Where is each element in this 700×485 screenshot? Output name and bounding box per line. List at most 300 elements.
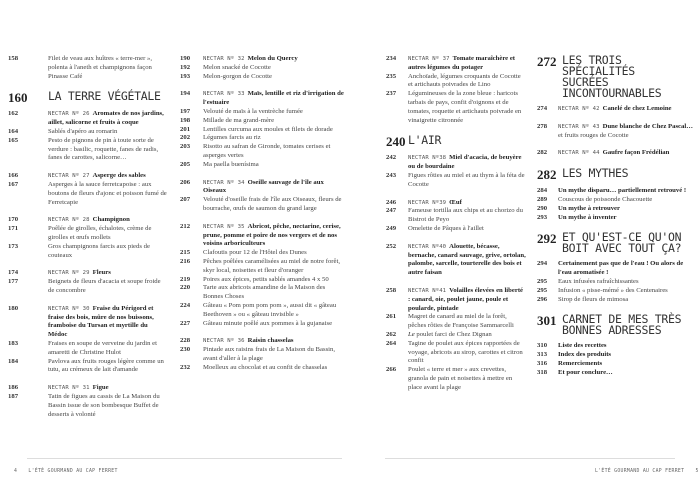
section-page-number: 292 [537, 231, 557, 247]
entry-text [203, 302, 345, 320]
entry-text [48, 269, 168, 278]
entry-text [48, 305, 168, 340]
entry-page-number: 235 [386, 72, 397, 80]
entry-description: Couscous de poissonde Chacouette [558, 195, 653, 203]
entry-text [408, 55, 526, 73]
entry-page-number: 274 [537, 105, 548, 112]
entry-page-number: 192 [180, 63, 191, 71]
entry-title: Et pour conclure… [558, 368, 613, 376]
entry-text [203, 73, 345, 82]
toc-entry[interactable] [537, 278, 695, 287]
entry-description: Infusion « pisse-mémé » des Centenaires [558, 286, 668, 294]
entry-description: Melon-gorgon de Cocotte [203, 72, 272, 80]
entry-description: Velouté d'oseille frais de l'île aux Oiseaux, fleurs de bourrache, œufs de saumon du grand large [203, 196, 342, 212]
entry-page-number: 289 [537, 195, 548, 203]
entry-title: Fleurs [92, 269, 111, 277]
toc-entry[interactable] [180, 108, 345, 117]
entry-title: Abricot, pêche, nectarine, cerise, prune, pomme et poire de nos vergers et de nos voisins arboriculteurs [203, 222, 341, 248]
entry-description: Omelette de Pâques à l'aillet [408, 224, 484, 232]
entry-page-number: 193 [180, 72, 191, 80]
entry-description: Ma paella buenísima [203, 160, 259, 168]
toc-entry[interactable] [180, 179, 345, 197]
entry-text [203, 249, 345, 258]
section-heading [8, 91, 168, 104]
entry-text [558, 187, 695, 196]
entry-text [558, 278, 695, 287]
entry-title: Dune blanche de Chez Pascal… [602, 122, 693, 130]
entry-page-number: 215 [180, 249, 191, 257]
entry-text [558, 205, 695, 214]
toc-group [386, 287, 526, 393]
toc-entry[interactable] [537, 260, 695, 278]
entry-page-number: 167 [8, 180, 19, 188]
entry-title: Alouette, bécasse, bernache, canard sauvage, grive, ortolan, palombe, sarcelle, tourterelle des bois et autre faisan [408, 242, 526, 277]
toc-group [8, 110, 168, 163]
entry-page-number: 164 [8, 127, 19, 135]
entry-description: Lentilles curcuma aux moules et filets de dorade [203, 125, 333, 133]
entry-text [48, 216, 168, 225]
section-title: L'AIR [408, 133, 442, 148]
toc-group [180, 90, 345, 169]
toc-group [180, 179, 345, 214]
entry-page-number: 242 [386, 154, 397, 162]
entry-description: Poêlée de girolles, échalotes, crème de girolles et œufs mollets [48, 225, 152, 241]
entry-page-number: 278 [537, 122, 548, 130]
entry-title: Champignon [92, 216, 130, 224]
toc-group [180, 223, 345, 329]
section-title: LES MYTHES [562, 166, 629, 181]
entry-description: Gâteau « Pom pom pom pom », aussi dit « gâteau Beethoven » ou « gâteau invisible » [203, 301, 337, 318]
toc-entry[interactable] [180, 196, 345, 214]
nectar-label: NECTAR Nº 37 [408, 56, 450, 62]
entry-text [203, 143, 345, 161]
entry-page-number: 183 [8, 339, 19, 347]
entry-description: Légumes farcis au riz [203, 134, 261, 142]
toc-entry[interactable] [8, 110, 168, 128]
entry-title: Oseille sauvage de l'île aux Oiseaux [203, 178, 324, 195]
toc-entry[interactable] [180, 161, 345, 170]
entry-page-number: 295 [537, 286, 548, 294]
nectar-label: NECTAR Nº 28 [48, 217, 90, 224]
entry-text [558, 342, 695, 351]
entry-page-number: 194 [180, 90, 191, 98]
toc-entry[interactable] [180, 302, 345, 320]
toc-entry[interactable] [180, 258, 345, 276]
entry-text [203, 108, 345, 117]
entry-page-number: 310 [537, 342, 548, 350]
toc-entry[interactable] [537, 123, 695, 141]
entry-text [203, 134, 345, 143]
toc-entry[interactable] [180, 337, 345, 346]
entry-page-number: 190 [180, 55, 191, 62]
entry-text [48, 110, 168, 128]
entry-title: Raisin chasselas [247, 337, 294, 345]
section-title: LA TERRE VÉGÉTALE [48, 89, 161, 104]
entry-page-number: 313 [537, 351, 548, 359]
toc-entry[interactable] [537, 214, 695, 223]
entry-text [408, 366, 526, 392]
toc-entry[interactable] [386, 199, 526, 208]
toc-entry[interactable] [537, 196, 695, 205]
toc-entry[interactable] [386, 225, 526, 234]
toc-column-3 [386, 55, 526, 402]
toc-entry[interactable] [537, 105, 695, 114]
entry-page-number: 249 [386, 224, 397, 232]
entry-text [558, 351, 695, 360]
entry-text [408, 199, 526, 208]
entry-title: Liste des recettes [558, 342, 607, 350]
entry-page-number: 243 [386, 171, 397, 179]
entry-page-number: 216 [180, 257, 191, 265]
entry-description: Velouté de maïs à la ventrèche fumée [203, 107, 303, 115]
toc-group [537, 105, 695, 114]
entry-description: Tatin de figues au cassis de La Maison du Bassin issue de son bombesque Buffet de desserts à volonté [48, 392, 160, 418]
toc-entry[interactable] [180, 117, 345, 126]
section-heading [537, 314, 695, 336]
entry-page-number: 290 [537, 204, 548, 212]
entry-text [48, 128, 168, 137]
section-title: CARNET DE MES TRÈS BONNES ADRESSES [562, 312, 682, 338]
toc-group [8, 216, 168, 260]
toc-entry[interactable] [537, 351, 695, 360]
entry-page-number: 162 [8, 110, 19, 118]
toc-entry[interactable] [180, 90, 345, 108]
entry-page-number: 158 [8, 55, 19, 62]
entry-description: poulet farci de Chez Dignan [414, 330, 492, 338]
entry-text [48, 181, 168, 207]
toc-group [8, 305, 168, 375]
toc-entry[interactable] [537, 296, 695, 305]
entry-title: Tomate maraîchère et autres légumes du potager [408, 55, 516, 71]
toc-group [537, 123, 695, 141]
toc-group [8, 55, 168, 81]
entry-title: Asperge des sables [92, 172, 146, 180]
entry-description: Pintade aux raisins frais de La Maison du Bassin, avant d'aller à la plage [203, 346, 336, 362]
section-title: LES TROIS SPÉCIALITÉS SUCRÉES INCONTOURNABLES [562, 53, 662, 100]
entry-page-number: 247 [386, 207, 397, 215]
toc-group [180, 55, 345, 81]
nectar-label: NECTAR Nº 36 [203, 338, 245, 345]
entry-description: Fraises en soupe de verveine du jardin et amaretti de Christine Hulot [48, 339, 158, 356]
entry-text [408, 331, 526, 340]
footer-rule [27, 458, 342, 459]
entry-title: Canelé de chez Lemoine [602, 105, 672, 112]
entry-text [408, 73, 526, 91]
entry-description: Poires aux épices, petits sablés amandes 4 x 50 [203, 275, 329, 283]
nectar-label: NECTAR Nº39 [408, 199, 447, 206]
entry-text [558, 360, 695, 369]
toc-entry[interactable] [180, 223, 345, 249]
entry-title: Un mythe disparu… partiellement retrouvé ! [558, 187, 687, 195]
toc-group [180, 337, 345, 372]
entry-description: Figues rôties au miel et au thym à la féta de Cocotte [408, 171, 525, 188]
entry-page-number: 187 [8, 392, 19, 400]
entry-text [408, 172, 526, 190]
toc-group [386, 55, 526, 125]
entry-description: Pavlova aux fruits rouges légère comme un tutu, au crémeux de lait d'amande [48, 357, 164, 374]
toc-entry[interactable] [180, 126, 345, 135]
nectar-label: NECTAR Nº 27 [48, 173, 90, 180]
footer-rule [385, 458, 675, 459]
entry-text [558, 214, 695, 223]
entry-text [558, 196, 695, 205]
entry-text [48, 172, 168, 181]
toc-entry[interactable] [180, 364, 345, 373]
section-page-number: 160 [8, 90, 28, 106]
toc-entry[interactable] [386, 90, 526, 125]
entry-text [408, 90, 526, 125]
toc-entry[interactable] [8, 393, 168, 419]
entry-page-number: 165 [8, 136, 19, 144]
entry-title: Fraise du Périgord et fraise des bois, mûre de nos buissons, framboise du Tursan et myrtille du Médoc [48, 304, 154, 339]
toc-entry[interactable] [537, 205, 695, 214]
entry-text [48, 55, 168, 81]
entry-text [48, 384, 168, 393]
footer-right [595, 469, 699, 474]
section-heading [537, 55, 695, 99]
section-page-number: 272 [537, 54, 557, 69]
footer-left [14, 469, 118, 474]
entry-text [408, 287, 526, 313]
entry-page-number: 262 [386, 330, 397, 338]
section-title: ET QU'EST-CE QU'ON BOIT AVEC TOUT ÇA? [562, 230, 682, 256]
entry-text [203, 161, 345, 170]
toc-entry[interactable] [180, 55, 345, 64]
toc-entry[interactable] [8, 216, 168, 225]
toc-entry[interactable] [8, 225, 168, 243]
entry-page-number: 171 [8, 225, 19, 233]
entry-text [558, 296, 695, 305]
entry-description: Légumineuses de la zone bleue : haricots tarbais de pays, confit d'oignons et de tomates, roquette et artichauts poivrade en vinaigrette citronnée [408, 90, 522, 124]
entry-page-number: 230 [180, 346, 191, 354]
entry-page-number: 205 [180, 160, 191, 168]
entry-page-number: 295 [537, 277, 548, 285]
entry-text [203, 337, 345, 346]
entry-text [558, 149, 695, 158]
entry-title: Index des produits [558, 351, 612, 359]
entry-text [408, 243, 526, 278]
entry-page-number: 232 [180, 363, 191, 371]
toc-entry[interactable] [386, 243, 526, 278]
toc-entry[interactable] [8, 269, 168, 278]
entry-text [203, 196, 345, 214]
toc-entry[interactable] [537, 342, 695, 351]
toc-group [386, 154, 526, 189]
toc-entry[interactable] [180, 284, 345, 302]
toc-group [537, 260, 695, 304]
entry-text [203, 179, 345, 197]
page-number: 5 [695, 469, 699, 474]
entry-description: Magret de canard au miel de la forêt, pêches rôties de Françoise Sammarcelli [408, 313, 514, 330]
entry-description: Beignets de fleurs d'acacia et soupe froide de concombre [48, 278, 161, 294]
toc-group [537, 149, 695, 158]
entry-text [48, 137, 168, 163]
toc-column-1 [8, 55, 168, 428]
toc-entry[interactable] [180, 134, 345, 143]
toc-entry[interactable] [180, 143, 345, 161]
toc-entry[interactable] [8, 305, 168, 340]
entry-description: Filet de veau aux huîtres « terre-mer », polenta à l'aneth et champignons façon Pinasse Café [48, 55, 152, 80]
toc-entry[interactable] [180, 249, 345, 258]
toc-entry[interactable] [386, 154, 526, 172]
toc-group [386, 243, 526, 278]
entry-description: Sirop de fleurs de mimosa [558, 295, 629, 303]
entry-text [408, 313, 526, 331]
entry-description: Moelleux au chocolat et au confit de chasselas [203, 363, 328, 371]
entry-text [203, 364, 345, 373]
entry-text [558, 123, 695, 141]
toc-entry[interactable] [386, 207, 526, 225]
toc-entry[interactable] [180, 320, 345, 329]
toc-entry[interactable] [537, 149, 695, 158]
toc-entry[interactable] [8, 278, 168, 296]
entry-description: Le [408, 330, 415, 338]
entry-description: Gâteau minute poêlé aux pommes à la gujanaise [203, 319, 333, 327]
entry-title: Maïs, lentille et riz d'irrigation de l'estuaire [203, 90, 344, 107]
running-title: L'ÉTÉ GOURMAND AU CAP FERRET [28, 469, 118, 474]
toc-entry[interactable] [180, 73, 345, 82]
entry-page-number: 212 [180, 222, 191, 230]
nectar-label: NECTAR Nº41 [408, 287, 447, 294]
entry-page-number: 237 [386, 90, 397, 98]
entry-description: Millade de ma grand-mère [203, 116, 275, 124]
entry-text [408, 225, 526, 234]
nectar-label: NECTAR Nº 34 [203, 179, 245, 186]
entry-title: Melon du Quercy [247, 55, 298, 62]
toc-column-2 [180, 55, 345, 382]
toc-entry[interactable] [8, 137, 168, 163]
toc-entry[interactable] [386, 313, 526, 331]
toc-group [537, 342, 695, 377]
toc-entry[interactable] [180, 276, 345, 285]
entry-text [203, 276, 345, 285]
entry-description: Eaux infusées rafraîchissantes [558, 277, 639, 285]
toc-group [386, 199, 526, 234]
entry-text [408, 207, 526, 225]
entry-text [203, 223, 345, 249]
entry-text [203, 90, 345, 108]
entry-page-number: 220 [180, 284, 191, 292]
nectar-label: NECTAR Nº38 [408, 155, 447, 162]
entry-page-number: 207 [180, 196, 191, 204]
nectar-label: NECTAR Nº 42 [558, 106, 600, 112]
entry-description: Clafoutis pour 12 de l'Hôtel des Dunes [203, 249, 307, 257]
running-title: L'ÉTÉ GOURMAND AU CAP FERRET [595, 469, 685, 474]
toc-entry[interactable] [537, 360, 695, 369]
entry-title: Volailles élevées en liberté : canard, oie, poulet jaune, poule et poularde, pintade [408, 286, 524, 312]
entry-title: Miel d'acacia, de beuyère ou de bourdaine [408, 154, 522, 171]
toc-entry[interactable] [386, 287, 526, 313]
nectar-label: NECTAR Nº 29 [48, 270, 90, 277]
toc-entry[interactable] [8, 172, 168, 181]
entry-text [48, 393, 168, 419]
entry-description: et fruits rouges de Cocotte [558, 131, 629, 139]
entry-description: Tarte aux abricots amandine de la Maison des Bonnes Choses [203, 284, 326, 301]
right-page [350, 0, 700, 485]
toc-entry[interactable] [386, 366, 526, 392]
toc-entry[interactable] [537, 187, 695, 196]
entry-description: Asperges à la sauce ferretcapoise : aux boutons de fleurs d'ajonc et poisson fumé de Ferretcapie [48, 180, 167, 206]
entry-description: Pesto de pignons de pin à toute sorte de verdure : basilic, roquette, fanes de radis, fanes de carottes, salicorne… [48, 136, 159, 162]
entry-page-number: 296 [537, 295, 548, 303]
toc-entry[interactable] [180, 346, 345, 364]
nectar-label: NECTAR Nº 33 [203, 91, 245, 98]
entry-title: Aromates de nos jardins, aillet, salicorne et fruits à coque [48, 110, 164, 127]
toc-entry[interactable] [8, 340, 168, 358]
toc-entry[interactable] [8, 358, 168, 376]
section-heading [537, 168, 695, 181]
toc-entry[interactable] [386, 55, 526, 73]
entry-page-number: 261 [386, 313, 397, 321]
entry-description: Gros champignons farcis aux pieds de couteaux [48, 242, 150, 259]
toc-entry[interactable] [8, 384, 168, 393]
entry-page-number: 266 [386, 366, 397, 374]
toc-entry[interactable] [537, 369, 695, 378]
entry-title: Œuf [449, 198, 462, 206]
toc-entry[interactable] [180, 64, 345, 73]
nectar-label: NECTAR Nº 35 [203, 223, 245, 230]
toc-entry[interactable] [386, 172, 526, 190]
toc-entry[interactable] [8, 181, 168, 207]
section-heading [386, 135, 526, 148]
entry-text [558, 260, 695, 278]
entry-text [408, 340, 526, 366]
entry-page-number: 293 [537, 213, 548, 221]
entry-page-number: 234 [386, 55, 397, 62]
entry-description: Sablés d'apéro au romarin [48, 127, 118, 135]
entry-page-number: 282 [537, 149, 548, 157]
entry-page-number: 166 [8, 172, 19, 180]
entry-page-number: 173 [8, 242, 19, 250]
entry-title: Un mythe à inventer [558, 213, 617, 221]
toc-entry[interactable] [386, 340, 526, 366]
nectar-label: NECTAR Nº 31 [48, 385, 90, 392]
entry-text [48, 225, 168, 243]
entry-page-number: 170 [8, 216, 19, 224]
entry-page-number: 197 [180, 107, 191, 115]
toc-entry[interactable] [386, 331, 526, 340]
section-heading [537, 232, 695, 254]
entry-text [203, 346, 345, 364]
entry-description: Anchoïade, légumes croquants de Cocotte et artichauts poivrades de Lino [408, 72, 521, 89]
nectar-label: NECTAR Nº 26 [48, 111, 90, 118]
entry-text [203, 55, 345, 64]
entry-page-number: 202 [180, 134, 191, 142]
toc-group [8, 269, 168, 295]
entry-page-number: 224 [180, 301, 191, 309]
toc-entry[interactable] [537, 287, 695, 296]
entry-page-number: 177 [8, 278, 19, 286]
nectar-label: NECTAR Nº 32 [203, 56, 245, 62]
entry-text [203, 64, 345, 73]
entry-page-number: 246 [386, 198, 397, 206]
entry-page-number: 227 [180, 319, 191, 327]
toc-entry[interactable] [8, 243, 168, 261]
entry-page-number: 180 [8, 304, 19, 312]
toc-entry[interactable] [386, 73, 526, 91]
entry-page-number: 316 [537, 359, 548, 367]
toc-entry[interactable] [8, 128, 168, 137]
entry-description: Risotto au safran de Gironde, tomates cerises et asperges vertes [203, 143, 331, 159]
toc-entry[interactable] [8, 55, 168, 81]
entry-text [558, 105, 695, 114]
toc-group [8, 384, 168, 419]
entry-title: Un mythe à retrouver [558, 204, 620, 212]
toc-column-4 [537, 55, 695, 387]
entry-text [48, 278, 168, 296]
entry-title: Remerciements [558, 359, 603, 367]
entry-page-number: 318 [537, 368, 548, 376]
